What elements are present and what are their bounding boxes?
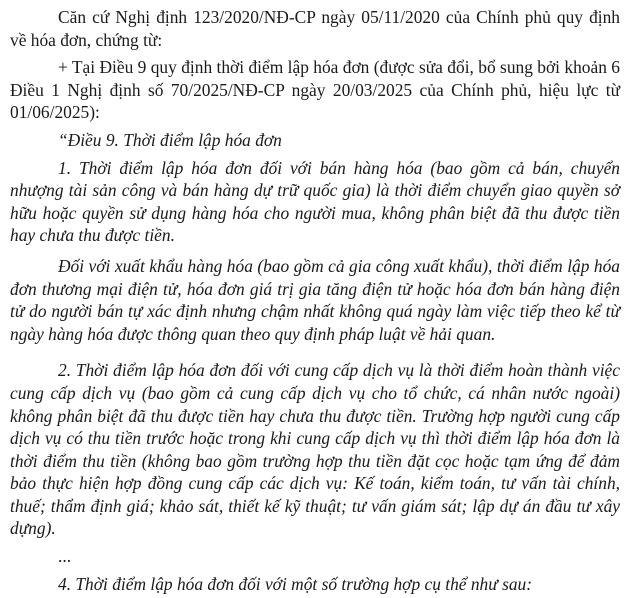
bullet-paragraph: + Tại Điều 9 quy định thời điểm lập hóa đơn (được sửa đổi, bổ sung bởi khoản 6 Điều 1 Nghị định số 70/2025/NĐ-CP ngày 20/03/2025 của Chính phủ, hiệu lực từ 01/06/2025): [10,57,620,123]
omission-ellipsis: ... [58,546,72,567]
clause-4-paragraph: 4. Thời điểm lập hóa đơn đối với một số trường hợp cụ thể như sau: [58,574,533,595]
clause-2-paragraph: 2. Thời điểm lập hóa đơn đối với cung cấp dịch vụ là thời điểm hoàn thành việc cung cấp dịch vụ (bao gồm cả cung cấp dịch vụ cho tổ chức, cá nhân nước ngoài) không phân biệt đã thu được tiền hay chưa thu được tiền. Trường hợp người cung cấp dịch vụ có thu tiền trước hoặc trong khi cung cấp dịch vụ thì thời điểm lập hóa đơn là thời điểm thu tiền (không bao gồm trường hợp thu tiền đặt cọc hoặc tạm ứng để đảm bảo thực hiện hợp đồng cung cấp các dịch vụ: Kế toán, kiểm toán, tư vấn tài chính, thuế; thẩm định giá; khảo sát, thiết kế kỹ thuật; tư vấn giám sát; lập dự án đầu tư xây dựng). [10,360,620,539]
clause-1-paragraph: 1. Thời điểm lập hóa đơn đối với bán hàng hóa (bao gồm cả bán, chuyển nhượng tài sản công và bán hàng dự trữ quốc gia) là thời điểm chuyển giao quyền sở hữu hoặc quyền sử dụng hàng hóa cho người mua, không phân biệt đã thu được tiền hay chưa thu được tiền. [10,157,620,246]
article-title: “Điều 9. Thời điểm lập hóa đơn [58,129,282,150]
document-body [10,6,620,596]
clause-1-export-paragraph: Đối với xuất khẩu hàng hóa (bao gồm cả gia công xuất khẩu), thời điểm lập hóa đơn thương mại điện tử, hóa đơn giá trị gia tăng điện tử hoặc hóa đơn bán hàng điện tử do người bán tự xác định nhưng chậm nhất không quá ngày làm việc tiếp theo kể từ ngày hàng hóa được thông quan theo quy định pháp luật về hải quan. [10,255,620,344]
intro-paragraph: Căn cứ Nghị định 123/2020/NĐ-CP ngày 05/11/2020 của Chính phủ quy định về hóa đơn, chứng từ: [10,7,620,50]
